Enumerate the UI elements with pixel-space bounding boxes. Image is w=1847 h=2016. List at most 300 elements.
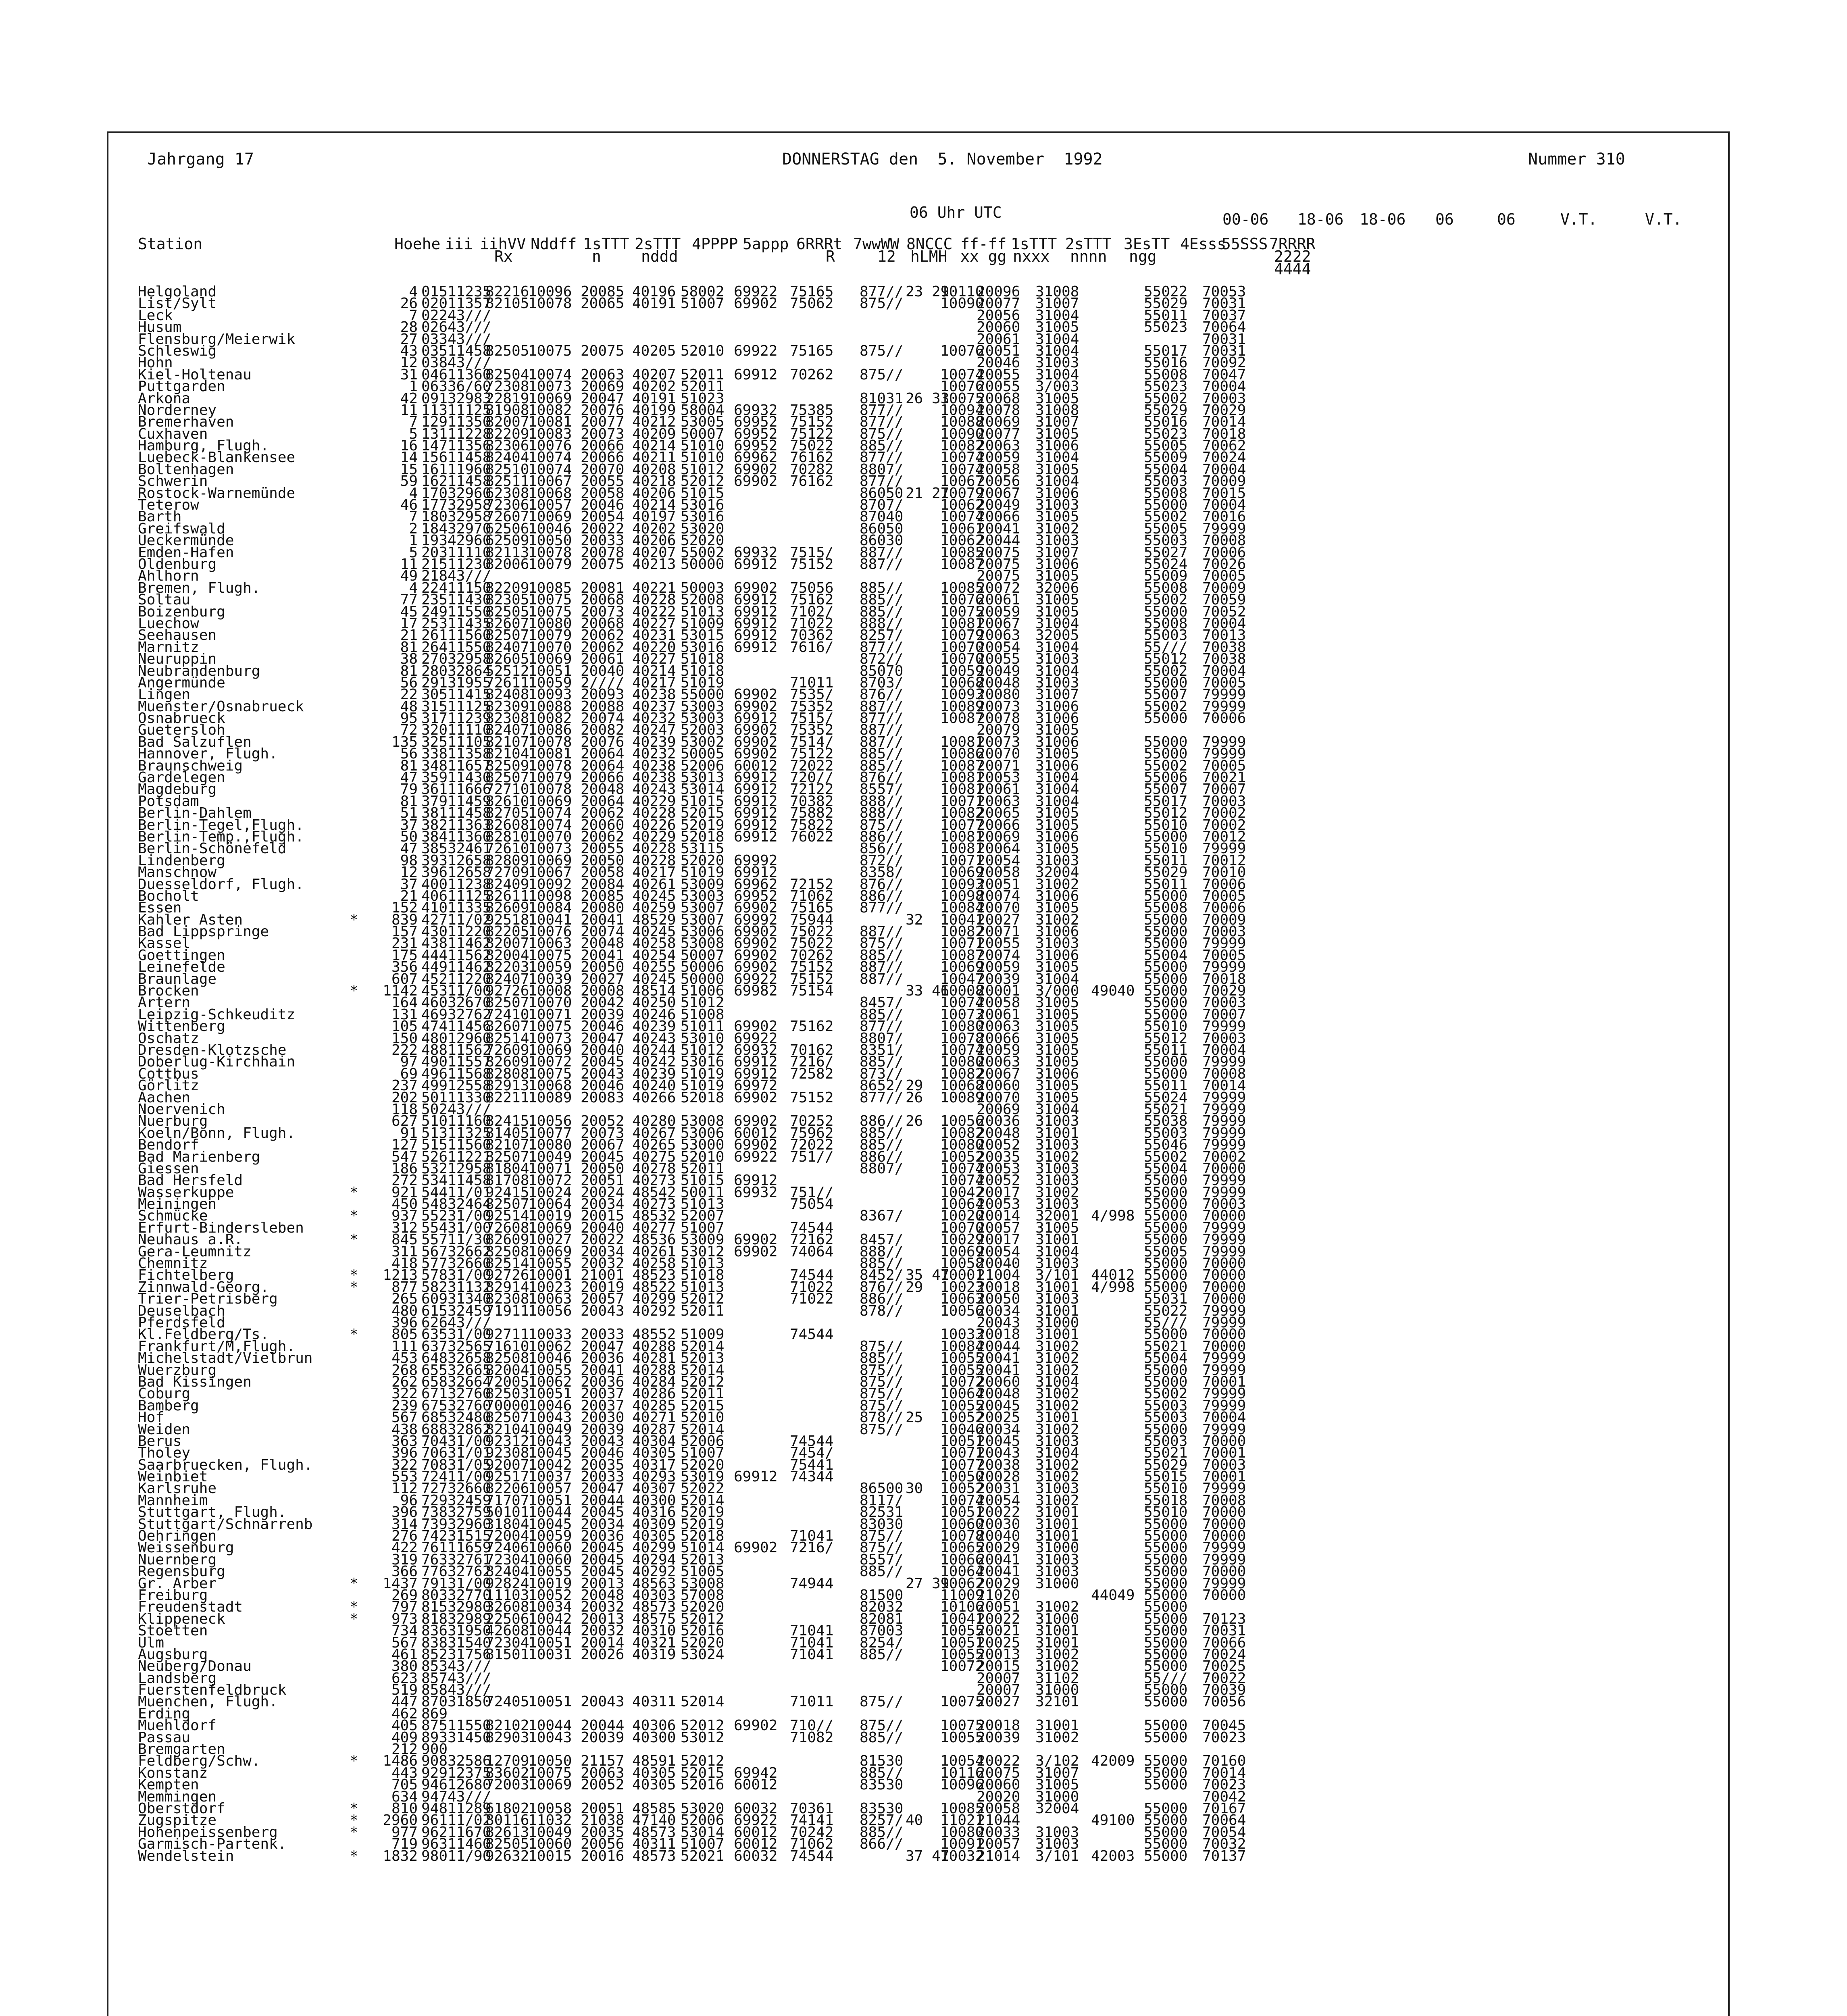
cell-1sttt-b: 10080 (940, 1824, 984, 1841)
table-row (138, 994, 1718, 1011)
cell-2sttt: 20040 (581, 1219, 625, 1236)
cell-3estt: 31003 (1035, 935, 1079, 952)
cell-iihvv: 11557 (448, 1054, 491, 1070)
cell-2sttt-b: 20057 (977, 1219, 1020, 1236)
cell-ff-ff: 37 47 (906, 1847, 950, 1864)
cell-3estt: 31003 (1035, 497, 1079, 514)
cell-nddff: 92824 (485, 1575, 529, 1592)
col-nddd: nddd (641, 248, 678, 265)
cell-7wwww: 75152 (790, 959, 834, 976)
cell-4pppp: 40247 (632, 722, 676, 739)
cell-station-name: List/Sylt (138, 295, 217, 312)
cell-2sttt: 20030 (581, 1409, 625, 1426)
cell-nddff: 82407 (485, 722, 529, 739)
cell-1sttt-b: 10047 (940, 971, 984, 987)
cell-5appp: 53002 (681, 733, 725, 750)
cell-hoehe: 1437 (383, 1575, 418, 1592)
cell-7rrrr: 70000 (1202, 1255, 1246, 1272)
cell-2sttt: 20045 (581, 1148, 625, 1165)
cell-7rrrr: 79999 (1202, 1243, 1246, 1260)
cell-iihvv: 11458 (448, 473, 491, 490)
cell-2sttt: 20068 (581, 591, 625, 608)
cell-3estt: 31102 (1035, 1670, 1079, 1687)
cell-2sttt-b: 20022 (977, 1504, 1020, 1521)
cell-7wwww: 74544 (790, 1847, 834, 1864)
cell-5appp: 53009 (681, 1231, 725, 1248)
cell-nddff: 82306 (485, 437, 529, 454)
cell-5appp: 51007 (681, 295, 725, 312)
cell-8nccc: 887// (860, 923, 904, 940)
cell-nddff: 71911 (485, 1302, 529, 1319)
cell-3estt: 31004 (1035, 331, 1079, 348)
cell-6rrrt: 69902 (734, 461, 778, 478)
cell-iii: 544 (421, 1184, 448, 1201)
cell-station-name: Tholey (138, 1445, 191, 1462)
cell-2sttt-b: 20022 (977, 1753, 1020, 1770)
cell-3estt: 31006 (1035, 1065, 1079, 1082)
cell-7rrrr: 70025 (1202, 1658, 1246, 1675)
cell-iihvv: 12658 (448, 852, 491, 869)
cell-station-name: Oschatz (138, 1030, 199, 1047)
cell-nddff: 82105 (485, 295, 529, 312)
cell-55sss: 55000 (1144, 1539, 1188, 1556)
cell-nddff: 42608 (485, 1622, 529, 1639)
cell-1sttt-b: 10055 (940, 1622, 984, 1639)
cell-8nccc: 886// (860, 1148, 904, 1165)
cell-4pppp: 48529 (632, 911, 676, 928)
cell-1sttt-b: 10087 (940, 556, 984, 573)
table-row (138, 1812, 1718, 1829)
table-row (138, 840, 1718, 857)
cell-iii: 063 (421, 378, 448, 395)
cell-iihvv: 43/// (448, 331, 491, 348)
cell-hoehe: 16 (400, 437, 418, 454)
cell-hoehe: 921 (391, 1184, 418, 1201)
cell-hoehe: 17 (400, 615, 418, 632)
cell-4pppp: 40207 (632, 544, 676, 561)
cell-1sttt-b: 10074 (940, 366, 984, 383)
cell-7wwww: 71022 (790, 1291, 834, 1308)
cell-1sttt: 10060 (528, 1836, 572, 1853)
cell-iihvv: 11110 (448, 544, 491, 561)
cell-1sttt-b: 10075 (940, 1693, 984, 1710)
cell-1sttt: 10055 (528, 1255, 572, 1272)
col-2sttt-b: 2sTTT (1065, 235, 1112, 253)
cell-station-name: Bremerhaven (138, 414, 234, 431)
col-vt2: V.T. (1645, 210, 1682, 228)
col-3estt: 3EsTT (1124, 235, 1170, 253)
cell-2sttt: 20074 (581, 710, 625, 727)
cell-8nccc: 885// (860, 1563, 904, 1580)
cell-2sttt-b: 20043 (977, 1314, 1020, 1331)
cell-nddff: 81804 (485, 1160, 529, 1177)
cell-5appp: 53000 (681, 1137, 725, 1154)
cell-2sttt: 20047 (581, 1338, 625, 1355)
table-row (138, 1492, 1718, 1509)
cell-5appp: 50005 (681, 746, 725, 762)
cell-2sttt: 20037 (581, 1397, 625, 1414)
cell-2sttt-b: 20077 (977, 295, 1020, 312)
cell-hoehe: 12 (400, 354, 418, 371)
col-06b: 06 (1497, 210, 1516, 228)
table-row (138, 331, 1718, 348)
cell-7rrrr: 79999 (1202, 1113, 1246, 1130)
cell-station-name: Gr. Arber (138, 1575, 217, 1592)
cell-1sttt-b: 10072 (940, 1373, 984, 1390)
cell-5appp: 51013 (681, 603, 725, 620)
cell-1sttt: 10098 (528, 887, 572, 904)
cell-1sttt-b: 10055 (940, 1362, 984, 1379)
cell-nddff: 82505 (485, 603, 529, 620)
table-row (138, 1326, 1718, 1343)
cell-iihvv: 32464 (448, 1196, 491, 1213)
cell-iihvv: 11/00 (448, 983, 491, 1000)
cell-55sss: 55012 (1144, 1030, 1188, 1047)
cell-station-name: Zugspitze (138, 1812, 217, 1829)
col-1806a: 18-06 (1297, 210, 1344, 228)
cell-8nccc: 8557/ (860, 781, 904, 798)
cell-2sttt-b: 20066 (977, 1030, 1020, 1047)
cell-iihvv: 11/02 (448, 911, 491, 928)
cell-7rrrr: 70123 (1202, 1610, 1246, 1627)
cell-7wwww: 75352 (790, 722, 834, 739)
cell-4pppp: 40300 (632, 1492, 676, 1509)
cell-iihvv: 32770 (448, 1587, 491, 1604)
cell-7rrrr: 70031 (1202, 295, 1246, 312)
cell-7wwww: 70362 (790, 627, 834, 644)
cell-hoehe: 14 (400, 449, 418, 466)
cell-3estt: 31000 (1035, 1682, 1079, 1699)
cell-7wwww: 75062 (790, 295, 834, 312)
cell-4pppp: 40280 (632, 1113, 676, 1130)
cell-iihvv: 11230 (448, 556, 491, 573)
cell-1sttt-b: 10082 (940, 805, 984, 822)
cell-5appp: 53020 (681, 520, 725, 537)
table-row (138, 1172, 1718, 1189)
cell-55sss: 55007 (1144, 781, 1188, 798)
cell-2sttt: 20036 (581, 1373, 625, 1390)
table-row (138, 1516, 1718, 1533)
cell-iihvv: 11125 (448, 402, 491, 419)
cell-2sttt-b: 20061 (977, 1006, 1020, 1023)
cell-5appp: 53010 (681, 1030, 725, 1047)
cell-3estt: 31003 (1035, 674, 1079, 691)
cell-8nccc: 8457/ (860, 1231, 904, 1248)
cell-6rrrt: 69912 (734, 769, 778, 786)
cell-8nccc: 8452/ (860, 1267, 904, 1284)
cell-hoehe: 47 (400, 769, 418, 786)
cell-5appp: 51007 (681, 1219, 725, 1236)
cell-1sttt-b: 10082 (940, 923, 984, 940)
cell-nddff: 22819 (485, 390, 529, 407)
cell-2sttt-b: 21004 (977, 1267, 1020, 1284)
cell-7rrrr: 70008 (1202, 1065, 1246, 1082)
cell-3estt: 31005 (1035, 1077, 1079, 1094)
cell-nddff: 82505 (485, 342, 529, 359)
cell-3estt: 31005 (1035, 461, 1079, 478)
cell-ff-ff: 40 (906, 1812, 923, 1829)
cell-2sttt: 20050 (581, 852, 625, 869)
date-line: DONNERSTAG den 5. November 1992 (782, 150, 1103, 169)
cell-station-name: Wendelstein (138, 1847, 234, 1864)
cell-7wwww: 75441 (790, 1456, 834, 1473)
cell-4pppp: 40285 (632, 1397, 676, 1414)
cell-7rrrr: 70167 (1202, 1800, 1246, 1817)
cell-iii: 515 (421, 1137, 448, 1154)
cell-8nccc: 875// (860, 342, 904, 359)
cell-iihvv: 32864 (448, 662, 491, 679)
cell-5appp: 53012 (681, 1243, 725, 1260)
cell-6rrrt: 69902 (734, 1539, 778, 1556)
cell-6rrrt: 69952 (734, 887, 778, 904)
cell-4pppp: 40288 (632, 1338, 676, 1355)
cell-iihvv: 11462 (448, 959, 491, 976)
cell-ff-ff: 21 27 (906, 485, 950, 502)
cell-7wwww: 7616/ (790, 639, 834, 656)
table-row (138, 1646, 1718, 1663)
cell-4pppp: 40307 (632, 1480, 676, 1497)
cell-8nccc: 886// (860, 887, 904, 904)
cell-2sttt-b: 20029 (977, 1575, 1020, 1592)
cell-7wwww: 70262 (790, 947, 834, 964)
cell-5appp: 52010 (681, 1409, 725, 1426)
cell-6rrrt: 69912 (734, 781, 778, 798)
cell-55sss: 55031 (1144, 1291, 1188, 1308)
cell-2sttt: 20043 (581, 1433, 625, 1450)
cell-4pppp: 40238 (632, 686, 676, 703)
cell-iihvv: 36/60 (448, 378, 491, 395)
cell-6rrrt: 69902 (734, 733, 778, 750)
cell-hoehe: 312 (391, 1219, 418, 1236)
cell-station-name: Soltau (138, 591, 191, 608)
cell-hoehe: 839 (391, 911, 418, 928)
cell-iihvv: 32960 (448, 485, 491, 502)
cell-2sttt-b: 20052 (977, 1172, 1020, 1189)
cell-hoehe: 627 (391, 1113, 418, 1130)
cell-2sttt: 20043 (581, 1693, 625, 1710)
cell-iihvv: 43/// (448, 354, 491, 371)
cell-iihvv: 32960 (448, 1516, 491, 1533)
cell-1sttt: 10074 (528, 461, 572, 478)
cell-5appp: 52019 (681, 1504, 725, 1521)
table-row (138, 1350, 1718, 1367)
cell-1sttt-b: 10069 (940, 864, 984, 881)
cell-4pppp: 40288 (632, 1362, 676, 1379)
cell-2sttt: 20026 (581, 1646, 625, 1663)
cell-1sttt-b: 10079 (940, 485, 984, 502)
cell-1sttt: 10070 (528, 639, 572, 656)
cell-iii: 022 (421, 307, 448, 324)
cell-7rrrr: 70002 (1202, 1148, 1246, 1165)
cell-7wwww: 74141 (790, 1812, 834, 1829)
cell-4pppp: 40303 (632, 1587, 676, 1604)
table-row (138, 1670, 1718, 1687)
cell-2sttt: 20073 (581, 425, 625, 442)
cell-7wwww: 74544 (790, 1433, 834, 1450)
cell-hoehe: 409 (391, 1729, 418, 1746)
cell-nddff: 72304 (485, 1551, 529, 1568)
table-row (138, 935, 1718, 952)
cell-2sttt-b: 20007 (977, 1682, 1020, 1699)
cell-4pppp: 48514 (632, 983, 676, 1000)
cell-2sttt: 20068 (581, 615, 625, 632)
cell-hoehe: 443 (391, 1764, 418, 1781)
cell-55sss: 55000 (1144, 959, 1188, 976)
cell-station-name: Luechow (138, 615, 199, 632)
cell-2sttt: 20045 (581, 1551, 625, 1568)
cell-station-name: Bendorf (138, 1137, 199, 1154)
cell-iii: 724 (421, 1468, 448, 1485)
cell-7rrrr: 70000 (1202, 1160, 1246, 1177)
cell-iihvv: 12658 (448, 864, 491, 881)
cell-55sss: 55000 (1144, 1847, 1188, 1864)
cell-4pppp: 40287 (632, 1421, 676, 1438)
cell-7rrrr: 79999 (1202, 1101, 1246, 1118)
cell-4pppp: 40305 (632, 1764, 676, 1781)
cell-4pppp: 40228 (632, 852, 676, 869)
cell-station-name: Ahlhorn (138, 568, 199, 585)
cell-55sss: 55003 (1144, 1397, 1188, 1414)
cell-iihvv: 11430 (448, 591, 491, 608)
cell-4pppp: 40229 (632, 793, 676, 810)
cell-4pppp: 40259 (632, 900, 676, 916)
cell-1sttt-b: 10087 (940, 947, 984, 964)
cell-5appp: 52020 (681, 1634, 725, 1651)
cell-5appp: 52022 (681, 1480, 725, 1497)
cell-iihvv: 11325 (448, 1125, 491, 1141)
cell-iihvv: 31132 (448, 1279, 491, 1295)
cell-nddff: 82305 (485, 591, 529, 608)
cell-4pppp: 40245 (632, 887, 676, 904)
table-row (138, 710, 1718, 727)
cell-iii: 496 (421, 1065, 448, 1082)
cell-nddff: 82514 (485, 1255, 529, 1272)
cell-5appp: 51019 (681, 674, 725, 691)
cell-2sttt: 20035 (581, 1456, 625, 1473)
cell-iihvv: 32658 (448, 1350, 491, 1367)
cell-nddff: 82613 (485, 1824, 529, 1841)
cell-nddff: 82216 (485, 283, 529, 300)
cell-1sttt: 10077 (528, 1125, 572, 1141)
cell-2sttt-b: 20060 (977, 1077, 1020, 1094)
cell-nddff: 80116 (485, 1812, 529, 1829)
cell-1sttt-b: 10091 (940, 1836, 984, 1853)
cell-hoehe: 98 (400, 852, 418, 869)
cell-4pppp: 40243 (632, 1030, 676, 1047)
cell-station-name: Augsburg (138, 1646, 208, 1663)
cell-2sttt: 20082 (581, 722, 625, 739)
cell-3estt: 3/101 (1035, 1267, 1079, 1284)
cell-5appp: 51009 (681, 615, 725, 632)
cell-nddff: 82504 (485, 366, 529, 383)
cell-nddff: 72003 (485, 1776, 529, 1793)
cell-3estt: 31004 (1035, 1243, 1079, 1260)
cell-4pppp: 40265 (632, 1137, 676, 1154)
cell-iihvv: 11456 (448, 1018, 491, 1035)
cell-6rrrt: 69952 (734, 437, 778, 454)
cell-1sttt-b: 10087 (940, 710, 984, 727)
cell-station-name: Bamberg (138, 1397, 199, 1414)
cell-iihvv: 31/00 (448, 1433, 491, 1450)
cell-iihvv: 31/00 (448, 1208, 491, 1225)
cell-1sttt: 10064 (528, 1196, 572, 1213)
cell-2sttt: 20085 (581, 887, 625, 904)
cell-hoehe: 231 (391, 935, 418, 952)
cell-hoehe: 38 (400, 651, 418, 668)
cell-nddff: 92726 (485, 1267, 529, 1284)
cell-6rrrt: 69912 (734, 366, 778, 383)
cell-1sttt-b: 10068 (940, 674, 984, 691)
cell-1sttt: 10059 (528, 1528, 572, 1545)
cell-station-name: Stoetten (138, 1622, 208, 1639)
cell-hoehe: 705 (391, 1776, 418, 1793)
col-iii: iii (445, 235, 473, 253)
cell-6rrrt: 60032 (734, 1847, 778, 1864)
cell-nddff: 72710 (485, 781, 529, 798)
cell-8nccc: 887// (860, 698, 904, 715)
cell-55sss: 55000 (1144, 1599, 1188, 1616)
cell-iihvv: 11460 (448, 1836, 491, 1853)
cell-8nccc: 885// (860, 1764, 904, 1781)
table-row (138, 674, 1718, 691)
cell-2sttt-b: 20035 (977, 1148, 1020, 1165)
cell-1sttt: 10059 (528, 674, 572, 691)
col-0006: 00-06 (1222, 210, 1269, 228)
cell-7rrrr: 70004 (1202, 461, 1246, 478)
cell-5appp: 52020 (681, 852, 725, 869)
cell-3estt: 31005 (1035, 959, 1079, 976)
cell-5appp: 58004 (681, 402, 725, 419)
cell-hoehe: 1213 (383, 1267, 418, 1284)
cell-3estt: 31006 (1035, 698, 1079, 715)
cell-55sss: 55038 (1144, 1113, 1188, 1130)
cell-iihvv: 11363 (448, 816, 491, 833)
cell-nddff: 32608 (485, 1599, 529, 1616)
cell-3estt: 31002 (1035, 1385, 1079, 1402)
cell-iihvv: 32760 (448, 1397, 491, 1414)
cell-hoehe: 26 (400, 295, 418, 312)
cell-7rrrr: 79999 (1202, 1137, 1246, 1154)
cell-station-name: Hamburg, Flugh. (138, 437, 269, 454)
cell-8nccc: 886// (860, 1113, 904, 1130)
cell-ff-ff: 26 (906, 1089, 923, 1106)
cell-4pppp: 40199 (632, 402, 676, 419)
cell-7rrrr: 79999 (1202, 1397, 1246, 1414)
cell-nddff: 82309 (485, 698, 529, 715)
cell-7rrrr: 70006 (1202, 900, 1246, 916)
table-row (138, 1338, 1718, 1355)
cell-4pppp: 48591 (632, 1753, 676, 1770)
cell-3estt: 31006 (1035, 828, 1079, 845)
cell-55sss: 55010 (1144, 840, 1188, 857)
cell-8nccc: 8807/ (860, 1030, 904, 1047)
cell-1sttt: 10069 (528, 1776, 572, 1793)
cell-nddff: /2308 (485, 378, 529, 395)
cell-55sss: 55000 (1144, 733, 1188, 750)
cell-iihvv: 43/// (448, 1314, 491, 1331)
cell-station-name: Konstanz (138, 1764, 208, 1781)
jahrgang-label: Jahrgang 17 (147, 150, 254, 169)
cell-hoehe: 1142 (383, 983, 418, 1000)
cell-2sttt-b: 20074 (977, 887, 1020, 904)
cell-2sttt: 20008 (581, 983, 625, 1000)
cell-mountain-flag: * (350, 1231, 358, 1248)
cell-1sttt: 10037 (528, 1468, 572, 1485)
cell-4pppp: 40227 (632, 615, 676, 632)
cell-2sttt: 20066 (581, 449, 625, 466)
cell-iii: 815 (421, 1599, 448, 1616)
cell-1sttt-b: 10072 (940, 1658, 984, 1675)
